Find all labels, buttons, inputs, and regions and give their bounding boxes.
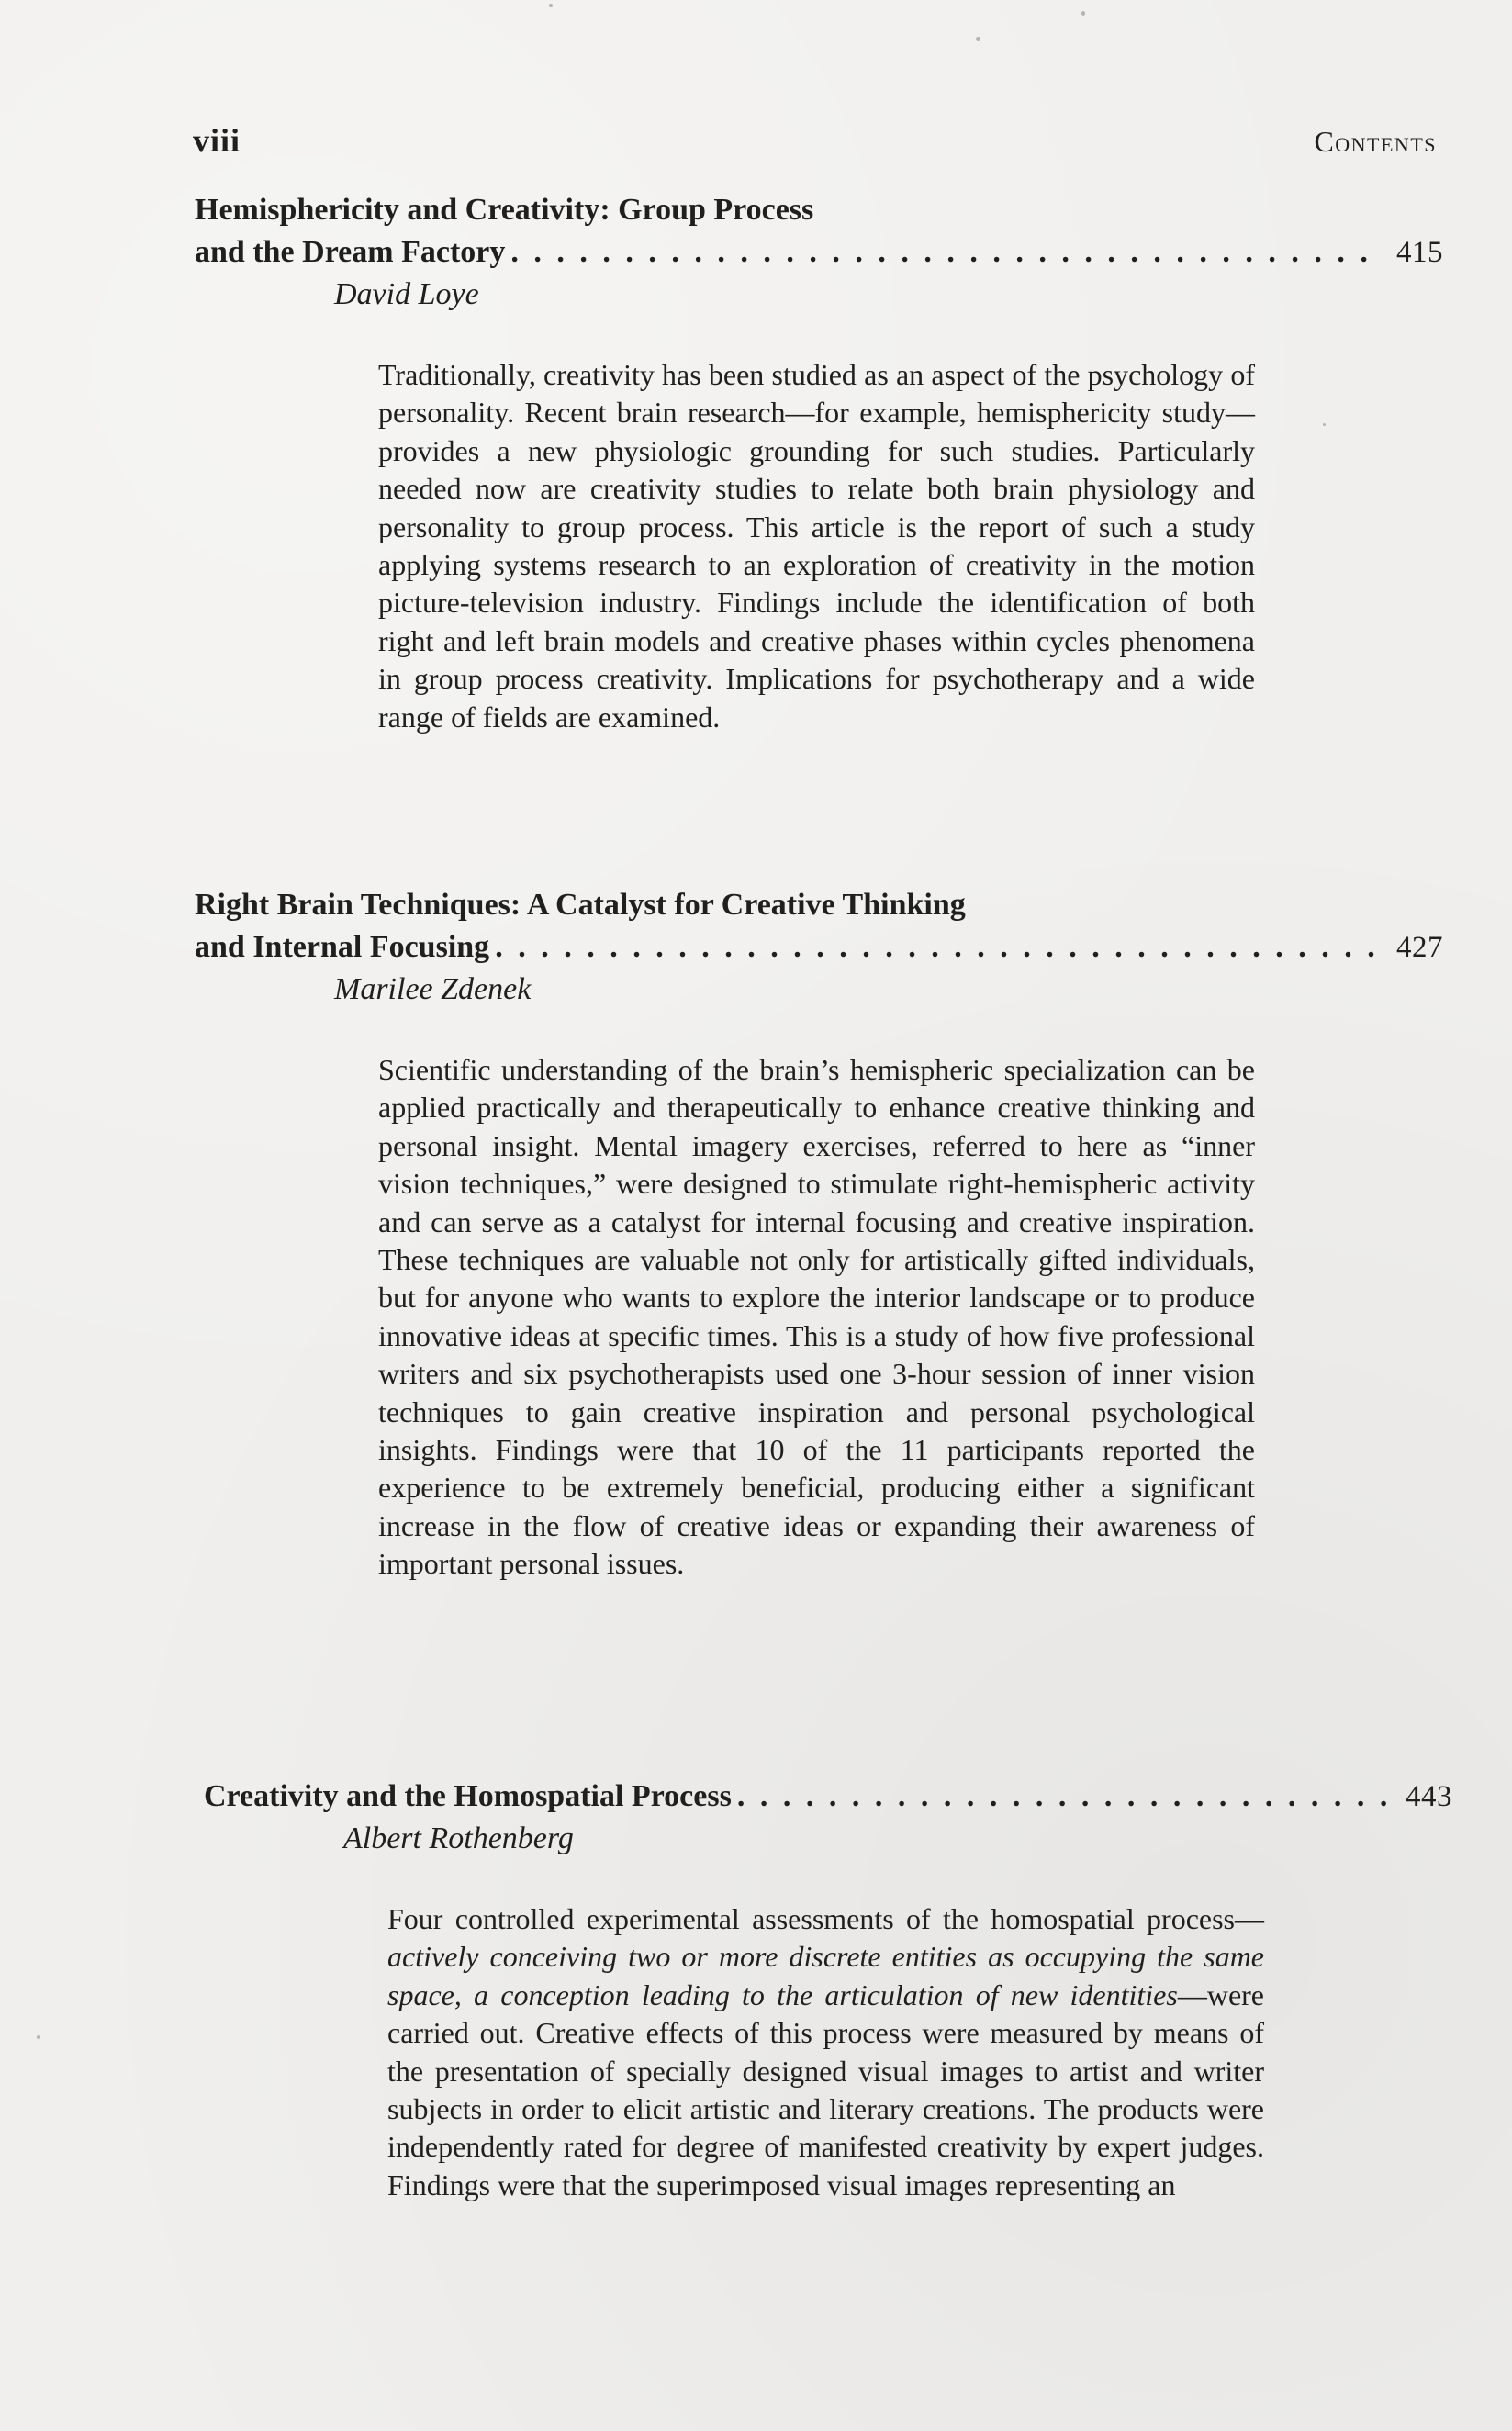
entry-title [204, 1776, 1452, 1818]
entry-author: Marilee Zdenek [334, 972, 532, 1006]
toc-entry-2 [195, 884, 1443, 1584]
scan-speck [549, 4, 553, 7]
scan-speck [1323, 423, 1326, 426]
scan-speck [37, 2035, 40, 2039]
entry-title [195, 189, 1443, 274]
abstract-text-end: —were carried out. Creative effects of this process were measured by means of the presentation of specially designed visual images to artist and writer subjects in order to elicit artistic and literary creations. The products were independently rated for degree of manifested creativity by expert judges. Findings were that the superimposed visual images representing an [387, 1977, 1264, 2201]
abstract-italic-definition: actively conceiving two or more discrete entities as occupying the same space, a conception leading to the articulation of new identities [387, 1940, 1264, 2011]
entry-page-number: 427 [1396, 931, 1443, 964]
entry-abstract: Scientific understanding of the brain’s hemispheric specialization can be applied practically and therapeutically to enhance creative thinking and personal insight. Mental imagery exercises, referred to here as “inner vision techniques,” were designed to stimulate right-hemispheric activity and can serve as a catalyst for internal focusing and creative inspiration. These techniques are valuable not only for artistically gifted individuals, but for anyone who wants to explore the interior landscape or to produce innovative ideas at specific times. This is a study of how five professional writers and six psychotherapists used one 3-hour session of inner vision techniques to gain creative inspiration and personal psychological insights. Findings were that 10 of the 11 participants reported the experience to be extremely beneficial, producing either a significant increase in the flow of creative ideas or expanding their awareness of important personal issues. [378, 1053, 1255, 1581]
entry-title-line2-text: and the Dream Factory [195, 235, 506, 269]
entry-abstract [387, 1900, 1264, 2204]
entry-author: David Loye [334, 277, 479, 311]
page-folio: viii [193, 122, 241, 159]
section-heading: Contents [1314, 125, 1437, 158]
entry-title [195, 884, 1443, 969]
toc-entry-1 [195, 189, 1443, 736]
entry-title-line2-text: and Internal Focusing [195, 930, 490, 964]
scan-speck [976, 37, 980, 41]
dot-leader [510, 231, 1383, 274]
entry-title-line2 [195, 926, 1443, 969]
toc-entry-3 [204, 1776, 1452, 2204]
dot-leader [495, 926, 1383, 969]
running-head [193, 121, 1437, 160]
entry-title-line1: Right Brain Techniques: A Catalyst for Creative Thinking [195, 888, 966, 922]
entry-page-number: 443 [1406, 1780, 1452, 1813]
entry-title-line2 [195, 231, 1443, 274]
entry-title-line1-text: Creativity and the Homospatial Process [204, 1779, 732, 1813]
entry-title-line1 [204, 1776, 1452, 1818]
scan-speck [1081, 11, 1085, 16]
entry-abstract: Traditionally, creativity has been studied as an aspect of the psychology of personality. Recent brain research—for example, hemisphericity study—provides a new physiologic grounding for such studies. Particularly needed now are creativity studies to relate both brain physiology and personality to group process. This article is the report of such a study applying systems research to an exploration of creativity in the motion picture-television industry. Findings include the identification of both right and left brain models and creative phases within cycles phenomena in group process creativity. Implications for psychotherapy and a wide range of fields are examined. [378, 358, 1255, 734]
entry-title-line1: Hemisphericity and Creativity: Group Process [195, 193, 814, 227]
dot-leader [737, 1776, 1393, 1818]
entry-author: Albert Rothenberg [343, 1821, 574, 1855]
entry-page-number: 415 [1396, 236, 1443, 269]
abstract-text-start: Four controlled experimental assessments of the homospatial process— [387, 1902, 1264, 1935]
